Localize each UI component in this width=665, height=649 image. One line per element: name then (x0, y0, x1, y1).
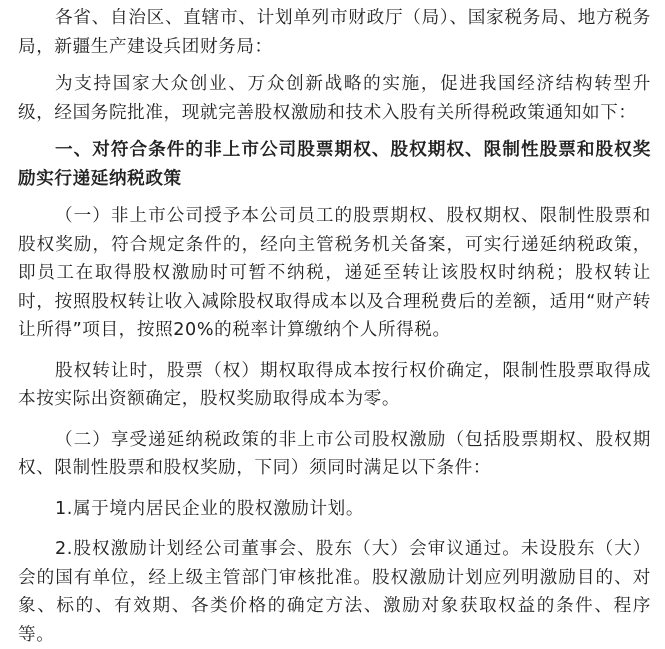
addressee-paragraph: 各省、自治区、直辖市、计划单列市财政厅（局）、国家税务局、地方税务局，新疆生产建设兵团财务局： (18, 8, 651, 57)
clause-2-paragraph: （二）享受递延纳税政策的非上市公司股权激励（包括股票期权、股权期权、限制性股票和股权奖励，下同）须同时满足以下条件： (18, 429, 651, 478)
clause-1-paragraph: （一）非上市公司授予本公司员工的股票期权、股权期权、限制性股票和股权奖励，符合规定条件的，经向主管税务机关备案，可实行递延纳税政策，即员工在取得股权激励时可暂不纳税，递延至转让该股权时纳税；股权转让时，按照股权转让收入减除股权取得成本以及合理税费后的差额，适用“财产转让所得”项目，按照20%的税率计算缴纳个人所得税。 (18, 206, 651, 340)
spacer (18, 523, 651, 535)
spacer (18, 345, 651, 357)
spacer (18, 61, 651, 70)
condition-1-paragraph: 1.属于境内居民企业的股权激励计划。 (54, 498, 365, 519)
section-heading: 一、对符合条件的非上市公司股票期权、股权期权、限制性股票和股权奖励实行递延纳税政策 (18, 140, 651, 189)
intro-paragraph: 为支持国家大众创业、万众创新战略的实施，促进我国经济结构转型升级，经国务院批准，现就完善股权激励和技术入股有关所得税政策通知如下： (18, 74, 651, 123)
condition-2-paragraph: 2.股权激励计划经公司董事会、股东（大）会审议通过。未设股东（大）会的国有单位，经上级主管部门审核批准。股权激励计划应列明激励目的、对象、标的、有效期、各类价格的确定方法、激励对象获取权益的条件、程序等。 (18, 539, 651, 645)
spacer (18, 127, 651, 136)
spacer (18, 483, 651, 495)
cost-basis-paragraph: 股权转让时，股票（权）期权取得成本按行权价确定，限制性股票取得成本按实际出资额确定，股权奖励取得成本为零。 (18, 360, 651, 409)
spacer (18, 193, 651, 202)
spacer (18, 414, 651, 426)
